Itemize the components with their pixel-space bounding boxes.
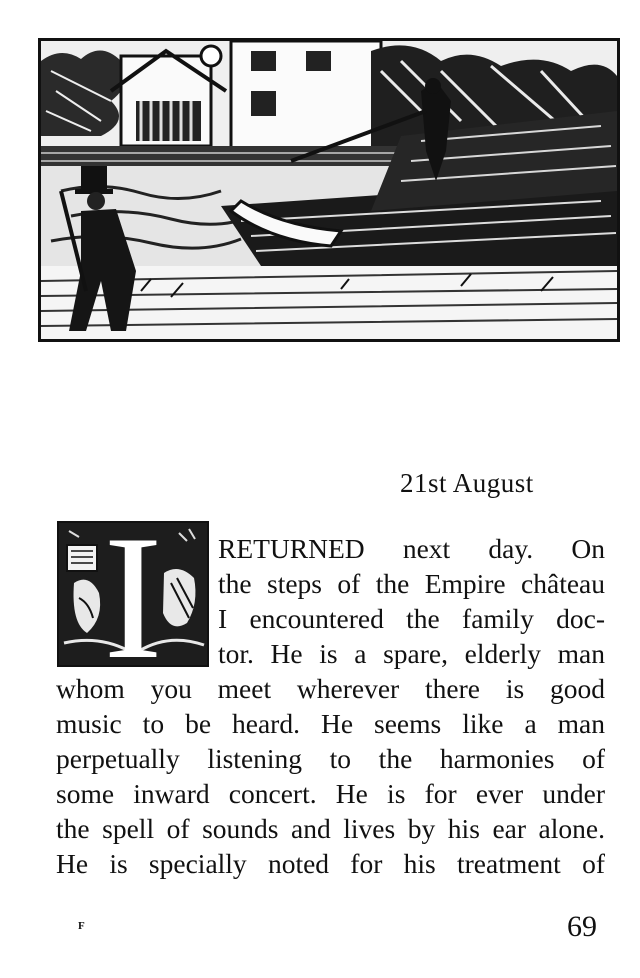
paragraph-line-5: whom you meet wherever there is good bbox=[56, 673, 605, 704]
drop-cap bbox=[57, 521, 209, 667]
paragraph-line-1: RETURNED next day. On bbox=[218, 533, 605, 564]
date-heading: 21st August bbox=[400, 468, 534, 498]
page-number: 69 bbox=[567, 910, 597, 943]
paragraph-line-10: He is specially noted for his treatment of bbox=[56, 848, 605, 879]
paragraph-line-2: the steps of the Empire château bbox=[218, 568, 605, 599]
woodcut-canal-scene-icon bbox=[41, 41, 617, 339]
paragraph-line-3: I encountered the family doc- bbox=[218, 603, 605, 634]
paragraph-line-6: music to be heard. He seems like a man bbox=[56, 708, 605, 739]
paragraph-line-9: the spell of sounds and lives by his ear alone. bbox=[56, 813, 605, 844]
woodcut-illustration bbox=[38, 38, 620, 342]
paragraph-line-8: some inward concert. He is for ever under bbox=[56, 778, 605, 809]
paragraph-line-7: perpetually listening to the harmonies of bbox=[56, 743, 605, 774]
signature-mark: F bbox=[78, 920, 85, 932]
paragraph-line-4: tor. He is a spare, elderly man bbox=[218, 638, 605, 669]
drop-cap-letter: I bbox=[103, 521, 163, 667]
